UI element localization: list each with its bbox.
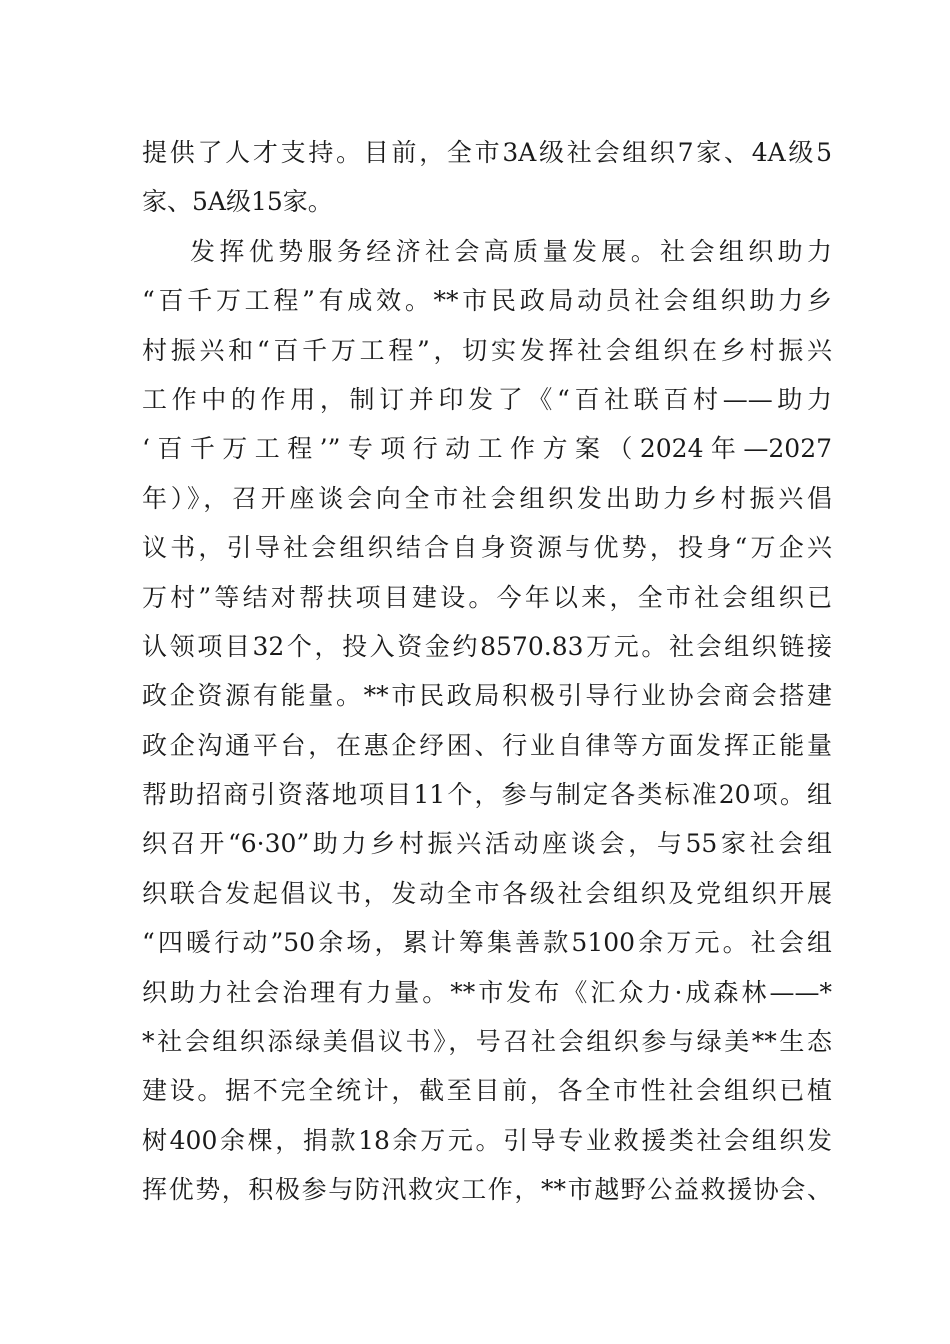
text-line: ‘百千万工程’”专项行动工作方案（2024年—2027: [142, 434, 832, 464]
text-line: 村振兴和“百千万工程”，切实发挥社会组织在乡村振兴: [142, 335, 832, 365]
text-line: 挥优势，积极参与防汛救灾工作，**市越野公益救援协会、: [142, 1175, 832, 1205]
text-line: 织联合发起倡议书，发动全市各级社会组织及党组织开展: [142, 878, 832, 908]
paragraph-first-line: 发挥优势服务经济社会高质量发展。社会组织助力: [190, 236, 832, 266]
text-line: “百千万工程”有成效。**市民政局动员社会组织助力乡: [142, 286, 832, 316]
text-line: 织助力社会治理有力量。**市发布《汇众力·成森林——*: [142, 977, 832, 1007]
text-line: 家、5A级15家。: [142, 187, 333, 217]
text-line: 工作中的作用，制订并印发了《“百社联百村——助力: [142, 384, 832, 414]
text-line: 建设。据不完全统计，截至目前，各全市性社会组织已植: [142, 1076, 832, 1106]
text-line: 帮助招商引资落地项目11个，参与制定各类标准20项。组: [142, 780, 832, 810]
text-line: 认领项目32个，投入资金约8570.83万元。社会组织链接: [142, 631, 832, 661]
body-text: [142, 128, 832, 1215]
text-line: 政企资源有能量。**市民政局积极引导行业协会商会搭建: [142, 681, 832, 711]
text-line: 政企沟通平台，在惠企纾困、行业自律等方面发挥正能量: [142, 730, 832, 760]
text-line: 织召开“6·30”助力乡村振兴活动座谈会，与55家社会组: [142, 829, 832, 859]
text-line: “四暖行动”50余场，累计筹集善款5100余万元。社会组: [142, 928, 832, 958]
text-line: 提供了人才支持。目前，全市3A级社会组织7家、4A级5: [142, 138, 832, 167]
text-line: *社会组织添绿美倡议书》，号召社会组织参与绿美**生态: [142, 1027, 832, 1057]
text-line: 年）》，召开座谈会向全市社会组织发出助力乡村振兴倡: [142, 483, 832, 513]
text-line: 万村”等结对帮扶项目建设。今年以来，全市社会组织已: [142, 582, 832, 612]
text-line: 议书，引导社会组织结合自身资源与优势，投身“万企兴: [142, 533, 832, 563]
text-line: 树400余棵，捐款18余万元。引导专业救援类社会组织发: [142, 1125, 832, 1155]
